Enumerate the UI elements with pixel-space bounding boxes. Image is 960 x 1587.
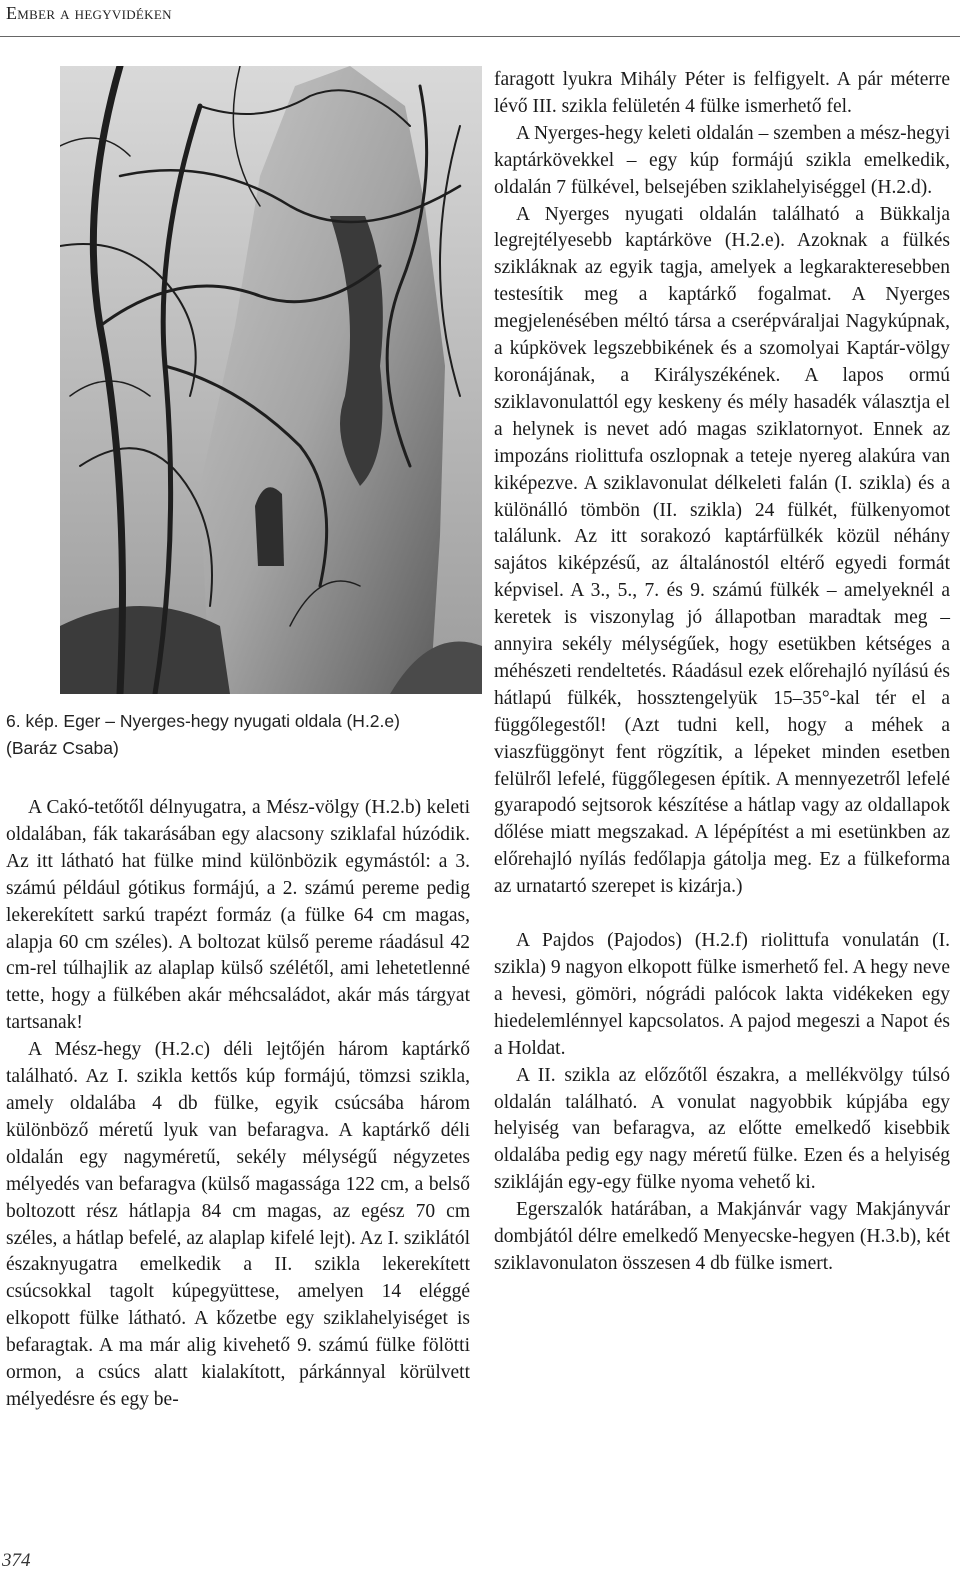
paragraph-second-rock: A II. szikla az előzőtől északra, a mellékvölgy túlsó oldalán található. A vonulat nagyobbik kúpjába egy helyiség van befaragva, az előtte emelkedő kisebbik oldalába pedig egy nagy méretű fülke. Ezen és a helyiség szikláján egy-egy fülke nyoma vehető ki.	[494, 1064, 950, 1194]
paragraph-mesz-hegy: A Mész-hegy (H.2.c) déli lejtőjén három kaptárkő található. Az I. szikla kettős kúp formájú, tömzsi szikla, amely oldalába 4 db fülke, egyik csúcsába három különböző méretű lyuk van befaragva. A kaptárkő déli oldalán egy nagyméretű, sekély mélységű négyzetes mélyedés van befaragva (külső magassága 122 cm, a belső boltozott rész hátlapja 84 cm magas, az egész 70 cm széles, a hátlap befelé, az alaplap kifelé lejt). Az I. sziklától északnyugatra emelkedik a II. szikla lekerekített csúcsokkal tagolt kúpegyüttese, amelyen 14 eléggé elkopott fülke látható. A kőzetbe egy sziklahelyiséget is befaragtak. A ma már alig kivehető 9. számú fülke fölötti ormon, a csúcs alatt kialakított, párkánnyal körülvett mélyedésre és egy be-	[6, 1039, 470, 1410]
paragraph-egerszalok: Egerszalók határában, a Makjánvár vagy Makjányvár dombjától délre emelkedő Menyecske-hegyen (H.3.b), két sziklavonulaton összesen 4 db fülke ismert.	[494, 1199, 950, 1274]
right-text-column	[494, 67, 950, 1278]
paragraph-nyerges-west: A Nyerges nyugati oldalán található a Bükkalja legrejtélyesebb kaptárköve (H.2.e). Azoknak a fülkés szikláknak az egyik tagja, amelyek a legkarakteresebben testesítik meg a kaptárkő fogalmat. A Nyerges megjelenésében méltó társa a cserépváraljai Nagykúpnak, a kúpkövek legszebbikének és a szomolyai Kaptár-völgy koronájának, a Királyszékének. A lapos ormú sziklavonulattól egy keskeny és mély hasadék választja el a helynek is nevet adó magas sziklatornyot. Ennek az impozáns riolittufa oszlopnak a teteje nyereg alakúra van kiképezve. A sziklavonulat délkeleti falán (I. szikla) és a különálló tömbön (II. szikla) 24 fülkét, fülkenyomot találunk. Az itt sorakozó kaptárfülkék közül néhány sajátos kiképzésű, az általánostól eltérő egyedi formát képvisel. A 3., 5., 7. és 9. számú fülkék – amelyeknél a keretek is viszonylag jó állapotban maradtak meg – annyira sekély mélységűek, hogy esetükben kétséges a méhészeti rendeltetés. Ráadásul ezek előrehajló nyílású és hátlapú fülkék, hossztengelyük 15–35°-kal tér el a függőlegestől! (Azt tudni kell, hogy a méhek a viaszfüggönyt fent rögzítik, a lépeket minden esetben felülről lefelé, függőlegesen építik. A mennyezetről lefelé gyarapodó sejtsorok készítése a hátlap vagy az oldallapok dőlése miatt megszakad. A lépépítést a mi esetünkben az előrehajló nyílás fedőlapja gátolja meg. Ez a fülkeforma az urnatartó szerepet is kizárja.)	[494, 203, 950, 898]
figure-caption-credit: (Baráz Csaba)	[6, 738, 119, 758]
paragraph-continuation: faragott lyukra Mihály Péter is felfigyelt. A pár méterre lévő III. szikla felületén 4 fülke ismerhető fel.	[494, 69, 950, 117]
photo-rock-trees	[60, 66, 482, 694]
paragraph-mesz-volgy: A Cakó-tetőtől délnyugatra, a Mész-völgy (H.2.b) keleti oldalában, fák takarásában egy alacsony sziklafal húzódik. Az itt látható hat fülke mind különbözik egymástól: a 3. számú például gótikus formájú, a 2. számú pereme pedig lekerekített sarkú trapézt formáz (a fülke 64 cm magas, alapja 60 cm széles). A boltozat külső pereme ráadásul 42 cm-rel túlhajlik az alaplap külső szélétől, ami lehetetlenné tette, hogy a fülkében akár méhcsaládot, akár más tárgyat tartsanak!	[6, 797, 470, 1034]
paragraph-nyerges-east: A Nyerges-hegy keleti oldalán – szemben a mész-hegyi kaptárkövekkel – egy kúp formájú szikla emelkedik, oldalán 7 fülkével, belsejében sziklahelyiséggel (H.2.d).	[494, 122, 950, 198]
header-rule	[0, 36, 960, 37]
figure-photo	[60, 66, 482, 694]
figure-caption-title: 6. kép. Eger – Nyerges-hegy nyugati oldala (H.2.e)	[6, 711, 400, 731]
left-text-column	[6, 795, 470, 1414]
page-number: 374	[2, 1550, 31, 1571]
figure-caption	[6, 708, 476, 762]
running-head: Ember a hegyvidéken	[6, 3, 172, 23]
paragraph-pajdos: A Pajdos (Pajodos) (H.2.f) riolittufa vonulatán (I. szikla) 9 nagyon elkopott fülke ismerhető fel. A hegy neve a hevesi, gömöri, nógrádi palócok lakta vidékeken egy hiedelemlénnyel kapcsolatos. A pajod megeszi a Napot és a Holdat.	[494, 930, 950, 1059]
